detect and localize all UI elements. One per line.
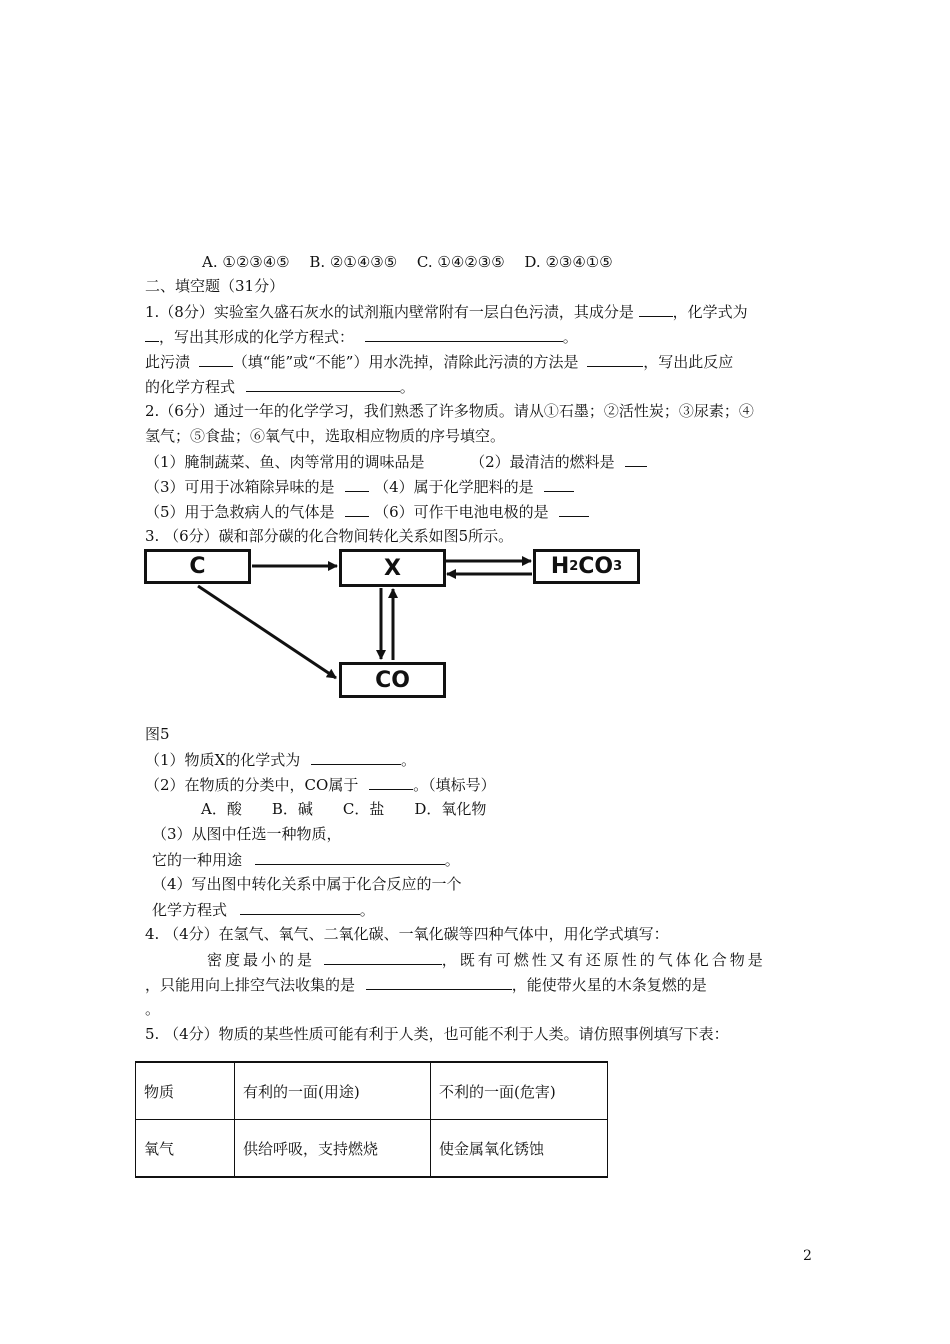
q2-item-1: （1）腌制蔬菜、鱼、肉等常用的调味品是 xyxy=(145,453,425,471)
q4-blank-upward-collection[interactable] xyxy=(366,974,512,990)
table-row xyxy=(136,1120,608,1178)
answer-options-line: A. ①②③④⑤ B. ②①④③⑤ C. ①④②③⑤ D. ②③④①⑤ xyxy=(202,253,613,271)
table-header-row xyxy=(136,1062,608,1120)
h2co3-sub-3: 3 xyxy=(613,559,623,574)
q3-sub-3b xyxy=(152,849,460,870)
q3-end-3: 。 xyxy=(444,851,460,869)
q2-item-3: （3）可用于冰箱除异味的是 xyxy=(145,478,335,496)
q1-text-2b: ，写出其形成的化学方程式： xyxy=(159,328,355,346)
q3-sub-1 xyxy=(145,749,416,770)
q2-item-4: （4）属于化学肥料的是 xyxy=(374,478,534,496)
q3-item-3b: 它的一种用途 xyxy=(152,851,243,869)
q4-text-2b: ，既有可燃性又有还原性的气体化合物是 xyxy=(441,951,766,969)
q4-text-2a: 密度最小的是 xyxy=(207,951,316,969)
q1-end-1: 。 xyxy=(562,328,578,346)
q3-item-1: （1）物质X的化学式为 xyxy=(145,751,301,769)
q4-blank-lightest[interactable] xyxy=(324,949,442,965)
q3-blank-1[interactable] xyxy=(311,749,401,765)
q2-item-6: （6）可作干电池电极的是 xyxy=(374,503,549,521)
q4-text-3a: ，只能用向上排空气法收集的是 xyxy=(145,976,356,994)
q2-line-1: 2.（6分）通过一年的化学学习，我们熟悉了许多物质。请从①石墨；②活性炭；③尿素；④ xyxy=(145,402,754,420)
q4-text-3b: ，能使带火星的木条复燃的是 xyxy=(511,976,707,994)
q3-blank-3[interactable] xyxy=(255,849,445,865)
q3-blank-4[interactable] xyxy=(240,899,360,915)
q3-sub-2 xyxy=(145,774,496,795)
q3-sub-3a: （3）从图中任选一种物质， xyxy=(152,825,342,843)
h2co3-sub-2: 2 xyxy=(569,559,579,574)
q1-end-2: 。 xyxy=(399,378,415,396)
figure-label: 图5 xyxy=(145,725,170,743)
q4-line-2 xyxy=(207,949,766,970)
table-header-substance: 物质 xyxy=(136,1062,235,1120)
q3-title: 3. （6分）碳和部分碳的化合物间转化关系如图5所示。 xyxy=(145,527,514,545)
h2co3-co: CO xyxy=(578,554,614,579)
box-c: C xyxy=(144,549,251,584)
q3-item-2: （2）在物质的分类中，CO属于 xyxy=(145,776,359,794)
q3-item-4b: 化学方程式 xyxy=(152,901,228,919)
q2-line-2: 氢气；⑤食盐；⑥氧气中，选取相应物质的序号填空。 xyxy=(145,427,506,445)
q1-text-3c: ，写出此反应 xyxy=(643,353,734,371)
q3-sub-2-options: A．酸 B．碱 C．盐 D．氧化物 xyxy=(201,800,487,818)
box-h2co3 xyxy=(533,549,640,584)
q3-blank-2[interactable] xyxy=(369,774,413,790)
q5-table xyxy=(135,1061,608,1178)
q2-item-5: （5）用于急救病人的气体是 xyxy=(145,503,335,521)
q3-sub-4a: （4）写出图中转化关系中属于化合反应的一个 xyxy=(152,875,462,893)
section-title: 二、填空题（31分） xyxy=(145,277,285,295)
q1-text-3a: 此污渍 xyxy=(145,353,191,371)
q1-text-1b: ，化学式为 xyxy=(672,303,748,321)
table-cell-benefit: 供给呼吸，支持燃烧 xyxy=(235,1120,431,1178)
q1-text-4a: 的化学方程式 xyxy=(145,378,236,396)
page-number: 2 xyxy=(803,1248,812,1264)
q1-text-1: 1.（8分）实验室久盛石灰水的试剂瓶内壁常附有一层白色污渍，其成分是 xyxy=(145,303,634,321)
q3-item-2b: 。（填标号） xyxy=(413,776,496,794)
q3-end-4: 。 xyxy=(359,901,375,919)
box-x: X xyxy=(339,549,446,587)
table-cell-substance: 氧气 xyxy=(136,1120,235,1178)
q4-title: 4. （4分）在氢气、氧气、二氧化碳、一氧化碳等四种气体中，用化学式填写： xyxy=(145,925,669,943)
q3-end-1: 。 xyxy=(401,751,417,769)
h2co3-h: H xyxy=(550,554,570,579)
q1-text-3b: （填“能”或“不能”）用水洗掉，清除此污渍的方法是 xyxy=(232,353,579,371)
q3-sub-4b xyxy=(152,899,375,920)
box-co: CO xyxy=(339,662,446,698)
q4-line-3 xyxy=(145,974,707,995)
q5-title: 5. （4分）物质的某些性质可能有利于人类，也可能不利于人类。请仿照事例填写下表： xyxy=(145,1025,729,1043)
q2-item-2: （2）最清洁的燃料是 xyxy=(470,453,615,471)
q4-line-4: 。 xyxy=(145,1000,161,1018)
table-header-harm: 不利的一面(危害) xyxy=(431,1062,608,1120)
table-cell-harm: 使金属氧化锈蚀 xyxy=(431,1120,608,1178)
arrow-c-to-co xyxy=(198,586,336,678)
table-header-benefit: 有利的一面(用途) xyxy=(235,1062,431,1120)
